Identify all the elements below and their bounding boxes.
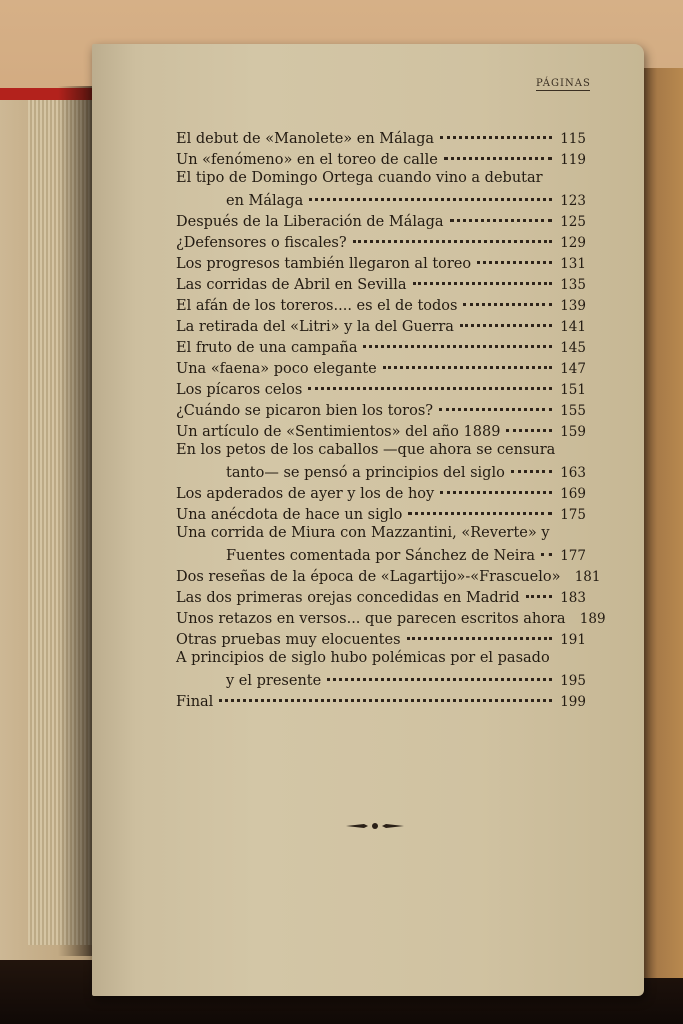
toc-entry-title: Los pícaros celos: [176, 382, 303, 398]
toc-entry-title: ¿Defensores o fiscales?: [176, 235, 347, 251]
dot-leader: [526, 581, 552, 598]
dot-leader: [308, 373, 552, 390]
toc-entry: [176, 440, 586, 480]
toc-line: [176, 627, 586, 647]
toc-line: [176, 585, 586, 605]
toc-entry: [176, 419, 586, 439]
toc-entry-title: Dos reseñas de la época de «Lagartijo»-«Frascuelo»: [176, 569, 561, 585]
toc-page-number: 155: [560, 403, 586, 419]
dot-leader: [440, 122, 552, 139]
dot-leader: [463, 289, 552, 306]
toc-page-number: 147: [560, 361, 586, 377]
toc-entry-title: ¿Cuándo se picaron bien los toros?: [176, 403, 434, 419]
toc-entry: [176, 168, 586, 208]
toc-entry-title: Una corrida de Miura con Mazzantini, «Reverte» y: [176, 525, 550, 541]
toc-page-number: 199: [560, 694, 586, 710]
pages-column-header: PÁGINAS: [536, 78, 591, 89]
toc-entry-title: Los apderados de ayer y los de hoy: [176, 486, 435, 502]
toc-page-number: 129: [560, 235, 586, 251]
toc-page-number: 151: [560, 382, 586, 398]
dot-leader: [219, 685, 552, 702]
book-cover-right: [640, 68, 683, 978]
toc-entry: [176, 523, 586, 563]
toc-line: [176, 502, 586, 522]
dot-leader: [511, 456, 552, 473]
toc-entry-title: Final: [176, 694, 214, 710]
toc-line: [176, 543, 586, 563]
toc-entry: [176, 585, 586, 605]
toc-page-number: 135: [560, 277, 586, 293]
dot-leader: [450, 205, 552, 222]
toc-entry-title: Las dos primeras orejas concedidas en Madrid: [176, 590, 520, 606]
toc-entry-title: El debut de «Manolete» en Málaga: [176, 131, 434, 147]
dot-leader: [413, 268, 553, 285]
toc-page-number: 195: [560, 673, 586, 689]
toc-page-number: 141: [560, 319, 586, 335]
toc-page-number: 163: [560, 465, 586, 481]
toc-page-number: 131: [560, 256, 586, 272]
toc-entry-title: en Málaga: [226, 193, 304, 209]
toc-page-number: 159: [560, 424, 586, 440]
toc-entry: [176, 564, 601, 585]
dot-leader: [407, 623, 552, 640]
toc-entry-title: Otras pruebas muy elocuentes: [176, 632, 401, 648]
dot-leader: [460, 310, 552, 327]
toc-entry-title: tanto— se pensó a principios del siglo: [226, 465, 505, 481]
dot-leader: [440, 477, 552, 494]
toc-page-number: 189: [579, 611, 606, 627]
toc-line: [176, 523, 586, 543]
dot-leader: [327, 664, 552, 681]
toc-entry-title: El fruto de una campaña: [176, 340, 358, 356]
toc-entry-title: Fuentes comentada por Sánchez de Neira: [226, 548, 536, 564]
toc-page-number: 175: [560, 507, 586, 523]
toc-entry-title: La retirada del «Litri» y la del Guerra: [176, 319, 454, 335]
dot-leader: [477, 247, 552, 264]
dot-leader: [439, 394, 552, 411]
toc-entry-title: Los progresos también llegaron al toreo: [176, 256, 472, 272]
dot-leader: [506, 415, 552, 432]
toc-line: [176, 147, 586, 167]
toc-entry-title: El tipo de Domingo Ortega cuando vino a debutar: [176, 170, 543, 186]
toc-page-number: 181: [574, 569, 601, 585]
dot-leader: [353, 226, 552, 243]
toc-page-number: 115: [560, 131, 586, 147]
dot-leader: [309, 184, 552, 201]
dot-leader: [541, 539, 552, 556]
toc-page-number: 145: [560, 340, 586, 356]
toc-entry-title: El afán de los toreros.... es el de todos: [176, 298, 458, 314]
dot-leader: [383, 352, 552, 369]
dot-leader: [408, 498, 552, 515]
toc-entry-title: Un artículo de «Sentimientos» del año 1889: [176, 424, 501, 440]
toc-page-number: 169: [560, 486, 586, 502]
toc-entry-title: Un «fenómeno» en el toreo de calle: [176, 152, 438, 168]
toc-entry-title: A principios de siglo hubo polémicas por el pasado: [176, 650, 550, 666]
toc-page-number: 123: [560, 193, 586, 209]
toc-page-number: 177: [560, 548, 586, 564]
toc-page-number: 125: [560, 214, 586, 230]
toc-page-number: 139: [560, 298, 586, 314]
toc-entry-title: Una «faena» poco elegante: [176, 361, 377, 377]
dot-leader: [363, 331, 552, 348]
toc-entry-title: Una anécdota de hace un siglo: [176, 507, 403, 523]
dot-leader: [444, 143, 552, 160]
toc-entry-title: Las corridas de Abril en Sevilla: [176, 277, 407, 293]
toc-entry: [176, 147, 586, 167]
toc-entry-title: y el presente: [226, 673, 322, 689]
toc-entry-title: En los petos de los caballos —que ahora se censura: [176, 442, 556, 458]
toc-entry-title: Unos retazos en versos... que parecen escritos ahora: [176, 611, 566, 627]
toc-entry: [176, 689, 586, 709]
toc-line: [176, 419, 586, 439]
toc-entry: [176, 648, 586, 688]
toc-entry-title: Después de la Liberación de Málaga: [176, 214, 444, 230]
toc-entry: [176, 627, 586, 647]
ornament-icon: [344, 818, 406, 834]
toc-page-number: 191: [560, 632, 586, 648]
toc-line: [176, 564, 601, 585]
toc-page-number: 119: [560, 152, 586, 168]
toc-page-number: 183: [560, 590, 586, 606]
toc-entry: [176, 502, 586, 522]
toc-line: [176, 689, 586, 709]
